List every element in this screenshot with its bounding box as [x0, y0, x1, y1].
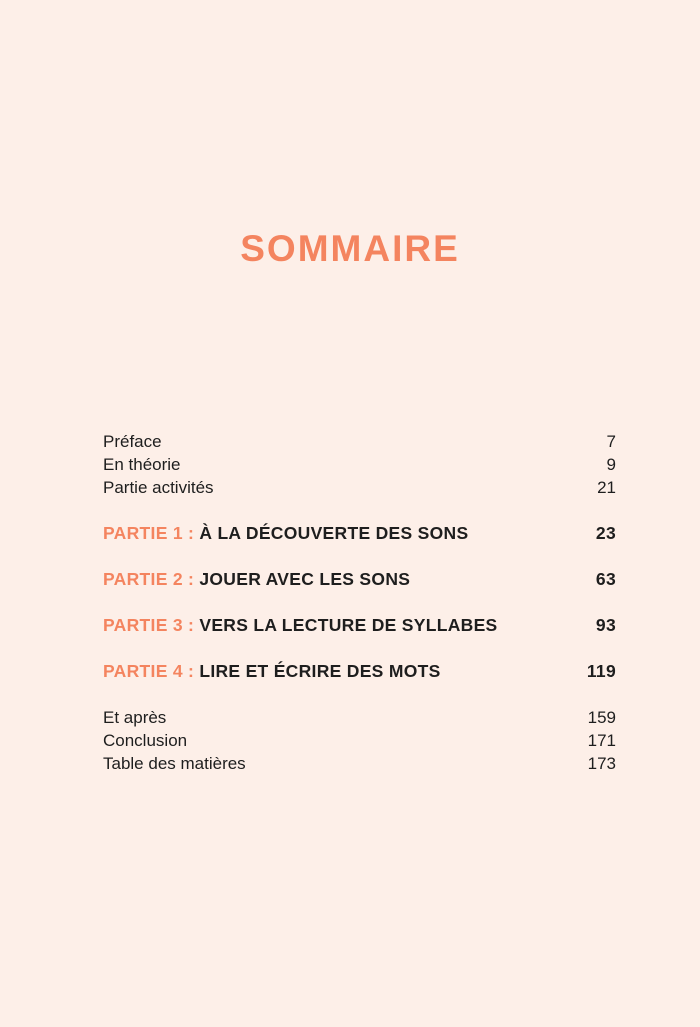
toc-entry-partie-2[interactable] [103, 568, 616, 591]
toc-page: 93 [595, 615, 616, 635]
toc-page: 173 [587, 754, 616, 773]
toc-entry-et-apres[interactable] [103, 706, 616, 729]
part-prefix: PARTIE 2 : [103, 569, 195, 589]
toc-entry-activites[interactable] [103, 476, 616, 499]
part-title: JOUER AVEC LES SONS [199, 569, 411, 589]
toc-page: 7 [606, 432, 616, 451]
part-prefix: PARTIE 1 : [103, 523, 195, 543]
page-title: SOMMAIRE [240, 228, 460, 269]
toc-page: 9 [606, 455, 616, 474]
part-title: VERS LA LECTURE DE SYLLABES [199, 615, 498, 635]
toc-entry-partie-3[interactable] [103, 614, 616, 637]
toc-entry-conclusion[interactable] [103, 729, 616, 752]
toc-page: 159 [587, 708, 616, 727]
part-title: LIRE ET ÉCRIRE DES MOTS [199, 661, 441, 681]
toc-label: Table des matières [103, 754, 246, 773]
toc-label: Partie activités [103, 478, 214, 497]
toc-label: Préface [103, 432, 162, 451]
toc-entry-theorie[interactable] [103, 453, 616, 476]
toc-entry-preface[interactable] [103, 430, 616, 453]
part-prefix: PARTIE 3 : [103, 615, 195, 635]
toc-label: En théorie [103, 455, 181, 474]
toc-page: 23 [595, 523, 616, 543]
part-prefix: PARTIE 4 : [103, 661, 195, 681]
toc-page: 119 [586, 661, 616, 681]
toc-label: Et après [103, 708, 167, 727]
toc-page: 21 [597, 478, 616, 497]
toc-entry-partie-4[interactable] [103, 660, 616, 683]
toc-entry-partie-1[interactable] [103, 522, 616, 545]
part-title: À LA DÉCOUVERTE DES SONS [199, 523, 469, 543]
toc-entry-table[interactable] [103, 752, 616, 775]
toc-page: 171 [587, 731, 616, 750]
toc-page: 63 [595, 569, 616, 589]
toc-label: Conclusion [103, 731, 188, 750]
